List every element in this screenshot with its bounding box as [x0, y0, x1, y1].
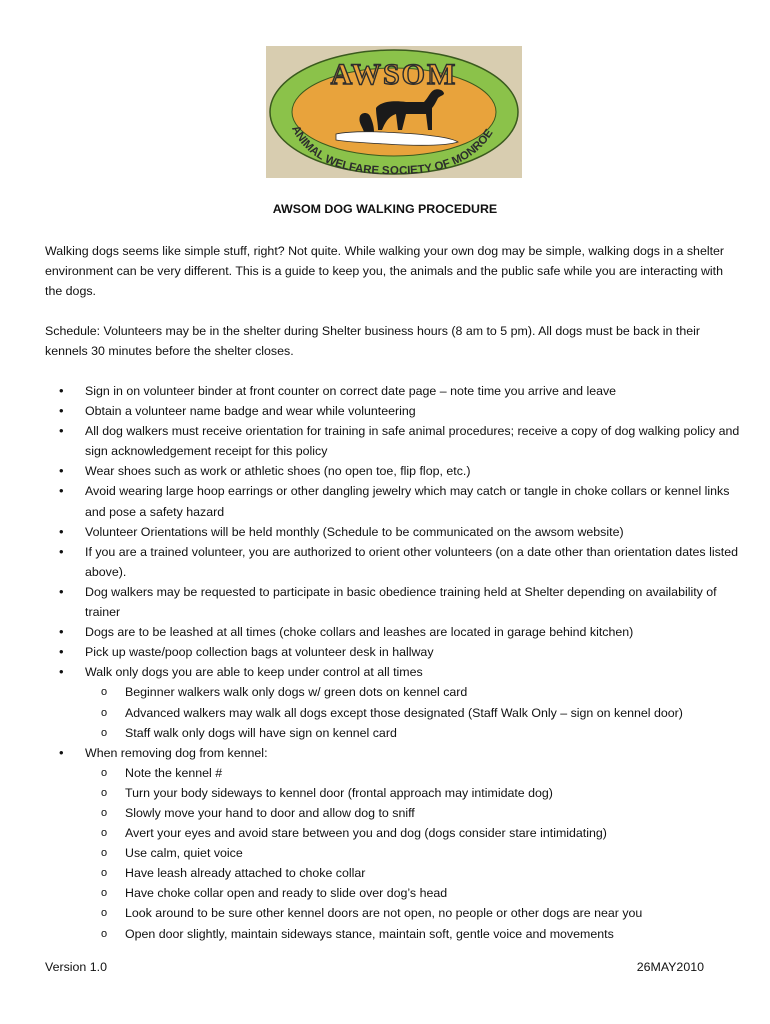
- remove-sublist: [85, 763, 745, 944]
- sub-list-item: o Advanced walkers may walk all dogs except those designated (Staff Walk Only – sign on kennel door): [85, 703, 745, 723]
- logo-subtitle: ANIMAL WELFARE SOCIETY OF MONROE: [289, 123, 496, 178]
- footer-date: 26MAY2010: [636, 960, 704, 974]
- list-item: • Sign in on volunteer binder at front counter on correct date page – note time you arrive and leave: [45, 381, 745, 401]
- sub-list-item: o Look around to be sure other kennel doors are not open, no people or other dogs are near you: [85, 903, 745, 923]
- page-title: AWSOM DOG WALKING PROCEDURE: [272, 202, 498, 216]
- list-item: • Wear shoes such as work or athletic shoes (no open toe, flip flop, etc.): [45, 461, 745, 481]
- list-item: • Volunteer Orientations will be held monthly (Schedule to be communicated on the awsom website): [45, 522, 745, 542]
- list-item: • Walk only dogs you are able to keep under control at all times o Beginner walkers walk only dogs w/ green dots on kennel card o Advanced walkers may walk all dogs except those designated (Staff Walk Only – sign on kennel door) o Staff walk only dogs will have sign on kennel card: [45, 662, 745, 742]
- walk-sublist: [85, 682, 745, 742]
- sub-list-item: o Turn your body sideways to kennel door (frontal approach may intimidate dog): [85, 783, 745, 803]
- awsom-logo: [266, 46, 522, 178]
- sub-list-item: o Staff walk only dogs will have sign on kennel card: [85, 723, 745, 743]
- footer-version: Version 1.0: [45, 960, 107, 974]
- sub-list-item: o Open door slightly, maintain sideways stance, maintain soft, gentle voice and movements: [85, 924, 745, 944]
- sub-list-item: o Beginner walkers walk only dogs w/ green dots on kennel card: [85, 682, 745, 702]
- list-item: • Avoid wearing large hoop earrings or other dangling jewelry which may catch or tangle in choke collars or kennel links and pose a safety hazard: [45, 481, 745, 521]
- list-item: • Obtain a volunteer name badge and wear while volunteering: [45, 401, 745, 421]
- list-item: • All dog walkers must receive orientation for training in safe animal procedures; receive a copy of dog walking policy and sign acknowledgement receipt for this policy: [45, 421, 745, 461]
- list-item: • If you are a trained volunteer, you are authorized to orient other volunteers (on a date other than orientation dates listed above).: [45, 542, 745, 582]
- sub-list-item: o Note the kennel #: [85, 763, 745, 783]
- sub-list-item: o Have leash already attached to choke collar: [85, 863, 745, 883]
- schedule-paragraph: Schedule: Volunteers may be in the shelter during Shelter business hours (8 am to 5 pm). All dogs must be back in their kennels 30 minutes before the shelter closes.: [45, 324, 700, 358]
- sub-list-item: o Have choke collar open and ready to slide over dog’s head: [85, 883, 745, 903]
- sub-list-item: o Use calm, quiet voice: [85, 843, 745, 863]
- intro-paragraph: Walking dogs seems like simple stuff, right? Not quite. While walking your own dog may be simple, walking dogs in a shelter environment can be very different. This is a guide to keep you, the animals and the public safe while you are interacting with the dogs.: [45, 244, 725, 298]
- list-item: • Pick up waste/poop collection bags at volunteer desk in hallway: [45, 642, 745, 662]
- logo-name: AWSOM: [330, 58, 458, 91]
- procedure-list: [45, 381, 745, 944]
- list-item: • Dogs are to be leashed at all times (choke collars and leashes are located in garage behind kitchen): [45, 622, 745, 642]
- list-item: • When removing dog from kennel: o Note the kennel # o Turn your body sideways to kennel door (frontal approach may intimidate dog) o Slowly move your hand to door and allow dog to sniff o Avert your eyes and avoid stare between you and dog (dogs consider stare intimidating) o Use calm, quiet voice o Have leash already attached to choke collar o Have choke collar open and ready to slide over dog’s head o Look around to be sure other kennel doors are not open, no people or other dogs are near you o Open door slightly, maintain sideways stance, maintain soft, gentle voice and movements: [45, 743, 745, 944]
- list-item: • Dog walkers may be requested to participate in basic obedience training held at Shelter depending on availability of trainer: [45, 582, 745, 622]
- sub-list-item: o Slowly move your hand to door and allow dog to sniff: [85, 803, 745, 823]
- sub-list-item: o Avert your eyes and avoid stare between you and dog (dogs consider stare intimidating): [85, 823, 745, 843]
